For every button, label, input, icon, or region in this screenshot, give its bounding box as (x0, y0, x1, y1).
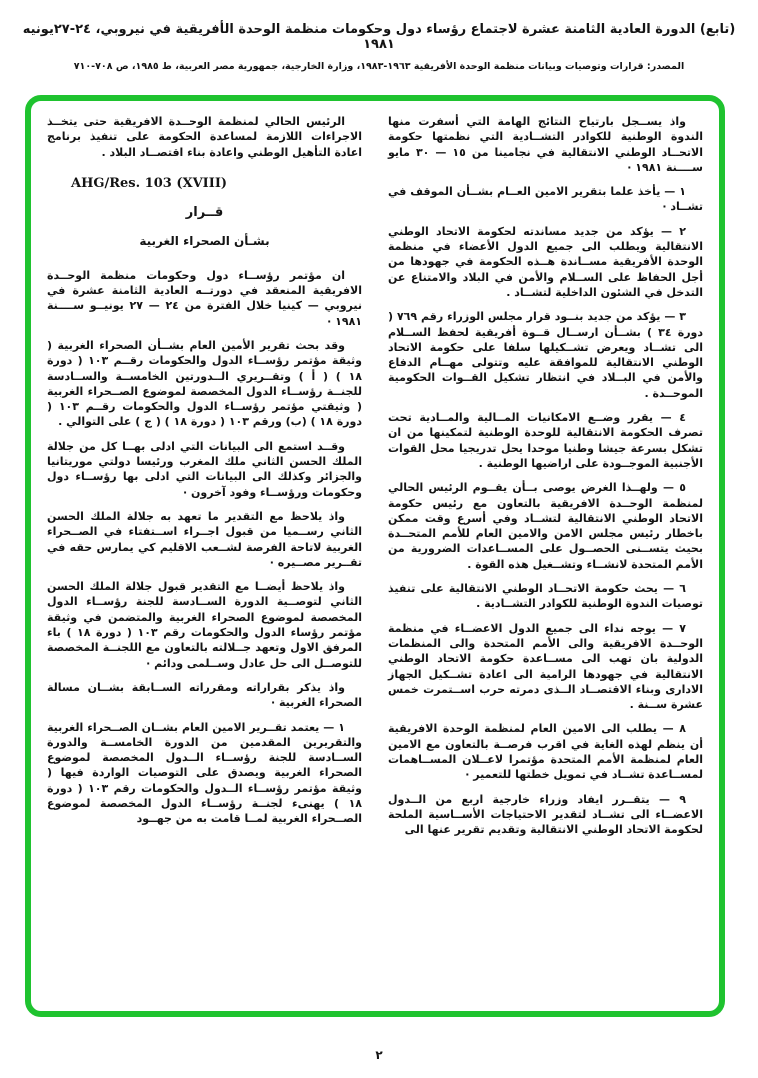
page-header (10, 22, 748, 72)
right-column (388, 114, 703, 1003)
paragraph: وقــد استمع الى البيانات التي ادلى بهــا كل من جلالة الملك الحسن الثاني ملك المغرب ورئيسا دولتي موريتانيا والجزائر وكذلك الى البيانات التي ادلى بها رؤســاء دول وحكومات ورؤســاء وفود آخرون · (47, 439, 362, 499)
continuation-paragraph: الرئيس الحالي لمنظمة الوحــدة الافريقية حتى يتخــذ الاجراءات اللازمة لمساعدة الحكومة على تنفيذ برنامج اعادة التأهيل الوطني واعادة بناء اقتصــاد البلاد . (47, 115, 362, 159)
two-column-body (47, 114, 703, 1003)
paragraph: واذ يذكر بقراراته ومقرراته الســابقة بشــان مسالة الصحراء الغربية · (47, 680, 362, 710)
resolution-number: AHG/Res. 103 (XVIII) (71, 175, 228, 191)
paragraph: واذ يلاحظ مع التقدير ما تعهد به جلالة الملك الحسن الثاني رســميا من قبول اجــراء اســتفتاء في الصــحراء الغربية لاتاحة الفرصة لشــعب الاقليم كي يمارس حقه في تقــرير مصــيره · (47, 509, 362, 569)
paragraph: ٨ — يطلب الى الامين العام لمنظمة الوحدة الافريقية أن ينظم لهذه الغاية في اقرب فرصــة بالتعاون مع الامين العام لمنظمة الأمم المتحدة مؤتمرا لاعــلان المســاهمات لمســاعدة تشــاد في تمويل خطتها للتعمير · (388, 722, 703, 782)
paragraph: ١ — يعتمد تقــرير الامين العام بشــان الصــحراء الغربية والتقريرين المقدمين من الدورة الخامســة والدورة الســادسة للجنة رؤســاء الــدول المخصصة لموضوع الصحراء الغربية ويصدق على التوصيات الواردة فيها ( وثيقة مؤتمر رؤســاء الــدول والحكومات رقم ١٠٣ ( دورة ١٨ ) يهنىء لجنــة رؤســاء الدول المخصصة لموضوع الصــحراء الغربية لمــا قامت به من جهــود (47, 720, 362, 826)
paragraph: واذ يســجل بارتياح النتائج الهامة التي أسفرت منها الندوة الوطنية للكوادر التشــادية التي نظمتها حكومة الاتحــاد الوطني الانتقالية في نجامينا من ١٥ — ٣٠ مايو ســــنة ١٩٨١ · (388, 115, 703, 174)
resolution-subtitle: بشـأن الصحراء الغربية (139, 234, 270, 249)
document-frame (25, 95, 725, 1017)
paragraph: ٥ — ولهــذا الغرض يوصى بــأن يقــوم الرئيس الحالي لمنظمة الوحــدة الافريقية بالتعاون مع رئيس حكومة الاتحاد الوطني الانتقالية لتشــاد وفي أسرع وقت ممكن باخطار رئيس مجلس الامن والامين العام للأمم المتحــدة بحيث يتســنى الحصــول على المســاعدات الضرورية من الأمم المتحدة لانشــاء وتشــغيل هذه القوة . (388, 481, 703, 571)
page-number: ٢ (375, 1048, 383, 1062)
paragraph: ٧ — يوجه نداء الى جميع الدول الاعضــاء في منظمة الوحــدة الافريقية والى الأمم المتحدة والى المنظمات الدولية بان تهب الى مســاعدة حكومة الاتحاد الوطني الانتقالية في جهودها الرامية الى اعادة تشــكيل الجهاز الادارى وبناء الاقتصــاد الــذى دمرته حرب اســتمرت خمس عشرة ســنة . (388, 621, 703, 712)
paragraph: ٦ — يحث حكومة الاتحــاد الوطني الانتقالية على تنفيذ توصيات الندوة الوطنية للكوادر التشــادية . (388, 582, 703, 611)
paragraph: واذ يلاحظ أيضــا مع التقدير قبول جلالة الملك الحسن الثاني لتوصــية الدورة الســادسة للجنة رؤســاء الدول المخصصة لموضوع الصحراء الغربية والمتضمن في وثيقة مؤتمر رؤساء الدول والحكومات رقم ١٠٣ ( دورة ١٨ ) باء المرفق الاول وتعهد جــلالته بالتعاون مع اللجنــة المخصصة للتوصــل الى حل عادل وســلمى ودائم · (47, 580, 362, 670)
paragraph: ان مؤتمر رؤســاء دول وحكومات منظمة الوحــدة الافريقية المنعقد في دورتــه العادية الثامنة عشرة في نيروبي — كينيا خلال الفترة من ٢٤ — ٢٧ يونيــو ســــنة ١٩٨١ · (47, 268, 362, 328)
left-column (47, 114, 362, 1003)
header-title: (تابع) الدورة العادية الثامنة عشرة لاجتماع رؤساء دول وحكومات منظمة الوحدة الأفريقية في نيروبي، ٢٤-٢٧يونيه ١٩٨١ (22, 22, 736, 52)
paragraph: ٣ — يؤكد من جديد بنــود قرار مجلس الوزراء رقم ٧٦٩ ( دورة ٣٤ ) بشــأن ارســال قــوة أفريقية لحفظ الســلام الى تشــاد ويعرض تشــكيلها سلفا على حكومة الاتحاد الوطني الانتقالية للموافقة عليه وتتولى مهــام الدفاع والأمن في البــلاد في انتظار تشكيل القــوات الحكومية الموحــدة . (388, 310, 704, 400)
header-source: المصدر: قرارات وتوصيات وبيانات منظمة الوحدة الأفريقية ١٩٦٣-١٩٨٣، وزارة الخارجية، جمهورية مصر العربية، ط ١٩٨٥، ص ٧٠٨-٧١٠ (73, 61, 685, 72)
paragraph: ٩ — يتقــرر ايفاد وزراء خارجية اربع من الــدول الاعضــاء الى تشــاد لتقدير الاحتياجات الأســاسية الملحة لحكومة الاتحاد الوطني الانتقالية وتقديم تقرير عنها الى (388, 792, 703, 837)
resolution-title: قــرار (185, 205, 224, 221)
paragraph: ١ — يأخذ علما بتقرير الامين العــام بشــأن الموقف في تشــاد · (388, 185, 703, 214)
paragraph: ٢ — يؤكد من جديد مساندته لحكومة الاتحاد الوطني الانتقالية ويطلب الى جميع الدول الأعضاء في منظمة الوحدة الأفريقية مســاندة هــذه الحكومة في جهودها من أجل الحفاظ على الســلام والأمن في البلاد والامتناع عن التدخل في الشئون الداخلية لتشــاد . (388, 224, 703, 299)
paragraph: وقد بحث تقرير الأمين العام بشــأن الصحراء الغربية ( وثيقة مؤتمر رؤســاء الدول والحكومات رقــم ١٠٣ ( دورة ١٨ ) ( أ ) وتقــريري الــدورتين الخامســة والســادسة للجنــة رؤســاء الدول المخصصة لموضوع الصــحراء الغربية ( وثيقتي مؤتمر رؤســاء الدول والحكومات رقــم ١٠٣ ( دورة ١٨ ) (ب) ورقم ١٠٣ ( دورة ١٨ ) ( ج ) على التوالي . (47, 338, 363, 429)
page-footer (0, 1048, 758, 1062)
paragraph: ٤ — يقرر وضــع الامكانيات المــالية والمــادية تحت تصرف الحكومة الانتقالية للوحدة الوطنية لتمكينها من ان تشكل بسرعة جيشا وطنيا موحدا يحل تدريجيا محل القوات الأجنبية الموجــودة على اراضيها الوطنية . (388, 411, 703, 470)
